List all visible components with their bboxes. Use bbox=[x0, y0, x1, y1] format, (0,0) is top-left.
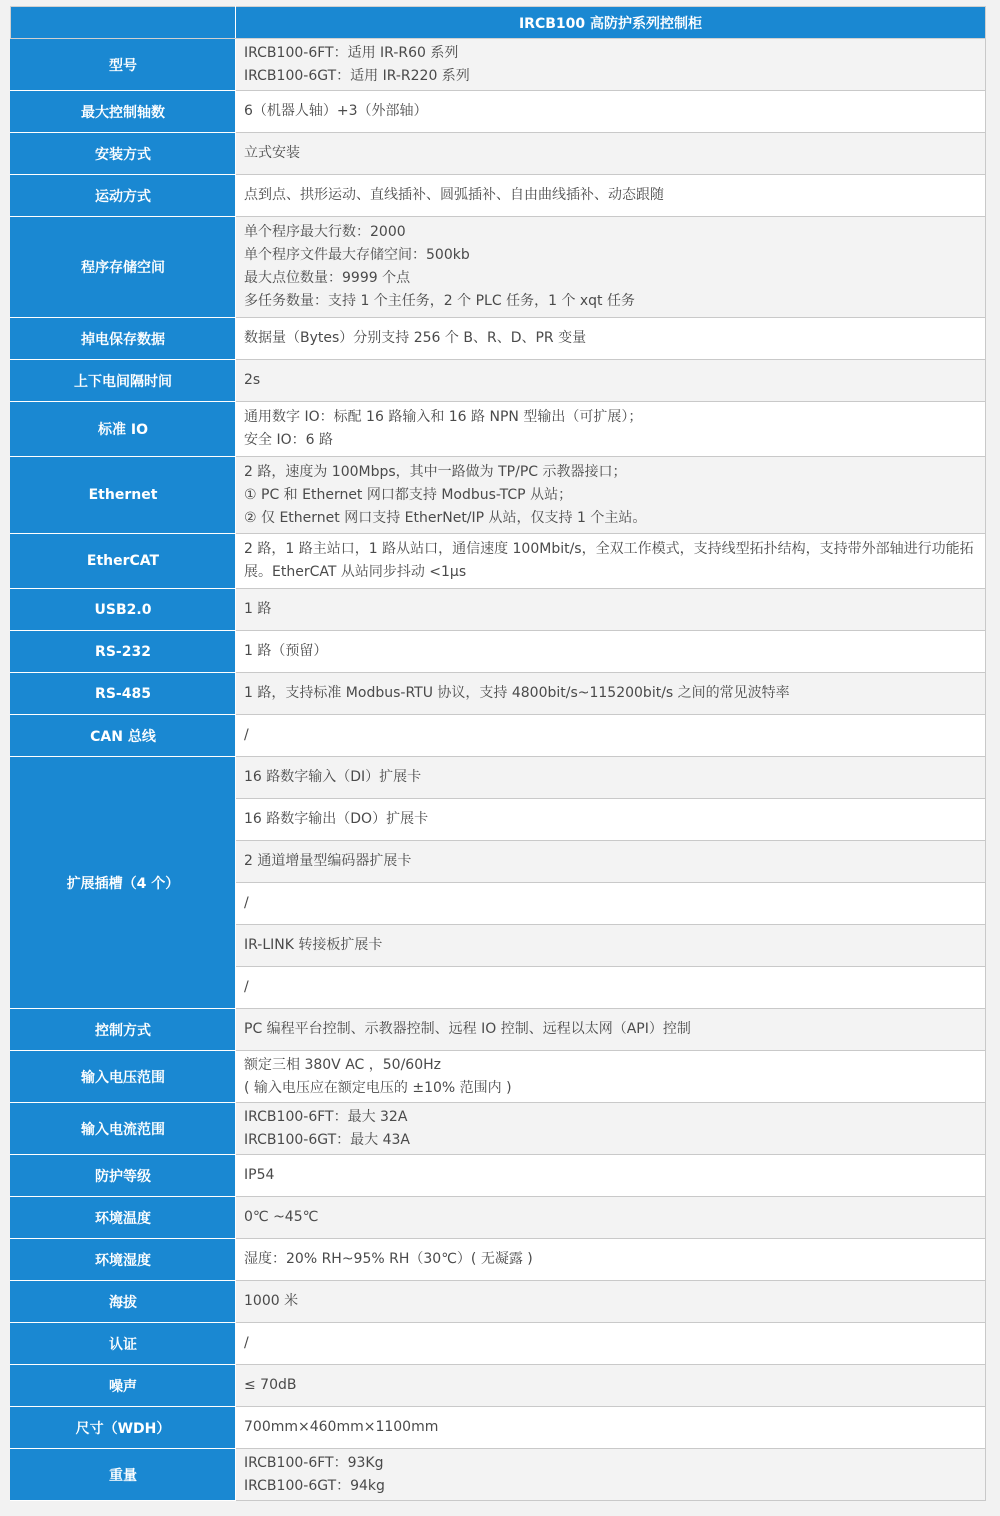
value-line: 多任务数量：支持 1 个主任务，2 个 PLC 任务，1 个 xqt 任务 bbox=[244, 293, 636, 309]
value-line: IRCB100-6GT：适用 IR-R220 系列 bbox=[244, 67, 470, 84]
table-row bbox=[11, 1051, 986, 1103]
table-row bbox=[11, 457, 986, 534]
slot-item: 2 通道增量型编码器扩展卡 bbox=[236, 841, 986, 883]
table-row bbox=[11, 217, 986, 318]
row-label: 安装方式 bbox=[11, 133, 236, 175]
row-label: 重量 bbox=[11, 1449, 236, 1501]
row-label: 扩展插槽（4 个） bbox=[11, 757, 236, 1009]
table-row bbox=[11, 631, 986, 673]
table-row bbox=[11, 318, 986, 360]
row-value: 点到点、拱形运动、直线插补、圆弧插补、自由曲线插补、动态跟随 bbox=[236, 175, 986, 217]
value-line: ② 仅 Ethernet 网口支持 EtherNet/IP 从站，仅支持 1 个主站。 bbox=[244, 509, 647, 526]
table-row bbox=[11, 673, 986, 715]
table-row bbox=[11, 1239, 986, 1281]
row-label: 标准 IO bbox=[11, 402, 236, 457]
row-label: 海拔 bbox=[11, 1281, 236, 1323]
header-blank-cell bbox=[11, 7, 236, 39]
row-value: 0℃ ~45℃ bbox=[236, 1197, 986, 1239]
row-label: 认证 bbox=[11, 1323, 236, 1365]
row-label: 输入电压范围 bbox=[11, 1051, 236, 1103]
row-value: 数据量（Bytes）分别支持 256 个 B、R、D、PR 变量 bbox=[236, 318, 986, 360]
table-row bbox=[11, 91, 986, 133]
row-value: 1 路，支持标准 Modbus-RTU 协议，支持 4800bit/s~115200bit/s 之间的常见波特率 bbox=[236, 673, 986, 715]
row-label: 程序存储空间 bbox=[11, 217, 236, 318]
row-label: 尺寸（WDH） bbox=[11, 1407, 236, 1449]
table-row bbox=[11, 757, 986, 799]
row-value bbox=[236, 402, 986, 457]
value-line: 通用数字 IO：标配 16 路输入和 16 路 NPN 型输出（可扩展）； bbox=[244, 409, 643, 425]
value-line: IRCB100-6FT：93Kg bbox=[244, 1454, 384, 1471]
row-value: 1 路 bbox=[236, 589, 986, 631]
value-line: ① PC 和 Ethernet 网口都支持 Modbus-TCP 从站； bbox=[244, 486, 573, 503]
table-row bbox=[11, 175, 986, 217]
row-label: 防护等级 bbox=[11, 1155, 236, 1197]
value-line: IRCB100-6GT：94kg bbox=[244, 1477, 385, 1494]
row-label: 环境湿度 bbox=[11, 1239, 236, 1281]
row-label: USB2.0 bbox=[11, 589, 236, 631]
row-value: ≤ 70dB bbox=[236, 1365, 986, 1407]
table-row bbox=[11, 1009, 986, 1051]
row-label: CAN 总线 bbox=[11, 715, 236, 757]
row-value: PC 编程平台控制、示教器控制、远程 IO 控制、远程以太网（API）控制 bbox=[236, 1009, 986, 1051]
table-row bbox=[11, 715, 986, 757]
table-row bbox=[11, 1365, 986, 1407]
table-row bbox=[11, 1155, 986, 1197]
slot-item: / bbox=[236, 967, 986, 1009]
slot-item: / bbox=[236, 883, 986, 925]
row-label: 环境温度 bbox=[11, 1197, 236, 1239]
slot-item: 16 路数字输入（DI）扩展卡 bbox=[236, 757, 986, 799]
row-label: 型号 bbox=[11, 39, 236, 91]
row-label: 上下电间隔时间 bbox=[11, 360, 236, 402]
row-value: 2s bbox=[236, 360, 986, 402]
row-label: 运动方式 bbox=[11, 175, 236, 217]
row-label: 控制方式 bbox=[11, 1009, 236, 1051]
row-value bbox=[236, 39, 986, 91]
slot-item: IR-LINK 转接板扩展卡 bbox=[236, 925, 986, 967]
row-value bbox=[236, 534, 986, 589]
value-line: 2 路，1 路主站口，1 路从站口，通信速度 100Mbit/s，全双工作模式，支持线型拓扑结构，支持带外部轴进行功能拓展。EtherCAT 从站同步抖动 <1μs bbox=[244, 541, 974, 580]
slot-item: 16 路数字输出（DO）扩展卡 bbox=[236, 799, 986, 841]
row-value: 700mm×460mm×1100mm bbox=[236, 1407, 986, 1449]
row-label: Ethernet bbox=[11, 457, 236, 534]
row-value: 湿度：20% RH~95% RH（30℃）( 无凝露 ) bbox=[236, 1239, 986, 1281]
row-value bbox=[236, 217, 986, 318]
value-line: IRCB100-6GT：最大 43A bbox=[244, 1131, 410, 1148]
table-row bbox=[11, 589, 986, 631]
row-label: 输入电流范围 bbox=[11, 1103, 236, 1155]
table-row bbox=[11, 39, 986, 91]
row-value: 1000 米 bbox=[236, 1281, 986, 1323]
table-row bbox=[11, 1281, 986, 1323]
table-row bbox=[11, 534, 986, 589]
value-line: 单个程序最大行数：2000 bbox=[244, 224, 406, 240]
row-value: / bbox=[236, 715, 986, 757]
row-label: RS-485 bbox=[11, 673, 236, 715]
table-row bbox=[11, 402, 986, 457]
row-value bbox=[236, 1051, 986, 1103]
row-label: EtherCAT bbox=[11, 534, 236, 589]
row-label: 最大控制轴数 bbox=[11, 91, 236, 133]
value-line: 2 路，速度为 100Mbps，其中一路做为 TP/PC 示教器接口； bbox=[244, 463, 627, 480]
value-line: 额定三相 380V AC ，50/60Hz bbox=[244, 1056, 441, 1073]
row-value bbox=[236, 1449, 986, 1501]
row-value: 6（机器人轴）+3（外部轴） bbox=[236, 91, 986, 133]
table-row bbox=[11, 1407, 986, 1449]
spec-table bbox=[10, 6, 986, 1501]
table-header-row bbox=[11, 7, 986, 39]
value-line: IRCB100-6FT：适用 IR-R60 系列 bbox=[244, 44, 459, 61]
row-value: 立式安装 bbox=[236, 133, 986, 175]
row-value: / bbox=[236, 1323, 986, 1365]
table-title: IRCB100 高防护系列控制柜 bbox=[236, 7, 986, 39]
row-value bbox=[236, 457, 986, 534]
table-row bbox=[11, 360, 986, 402]
table-row bbox=[11, 1449, 986, 1501]
spec-sheet bbox=[10, 6, 985, 1501]
value-line: 最大点位数量：9999 个点 bbox=[244, 270, 411, 286]
table-row bbox=[11, 1197, 986, 1239]
row-value: 1 路（预留） bbox=[236, 631, 986, 673]
table-row bbox=[11, 1323, 986, 1365]
value-line: 安全 IO：6 路 bbox=[244, 432, 333, 448]
value-line: ( 输入电压应在额定电压的 ±10% 范围内 ) bbox=[244, 1079, 512, 1096]
value-line: IRCB100-6FT：最大 32A bbox=[244, 1108, 408, 1125]
row-value: IP54 bbox=[236, 1155, 986, 1197]
table-row bbox=[11, 1103, 986, 1155]
row-label: RS-232 bbox=[11, 631, 236, 673]
value-line: 单个程序文件最大存储空间：500kb bbox=[244, 247, 470, 263]
row-label: 噪声 bbox=[11, 1365, 236, 1407]
row-label: 掉电保存数据 bbox=[11, 318, 236, 360]
table-row bbox=[11, 133, 986, 175]
row-value bbox=[236, 1103, 986, 1155]
